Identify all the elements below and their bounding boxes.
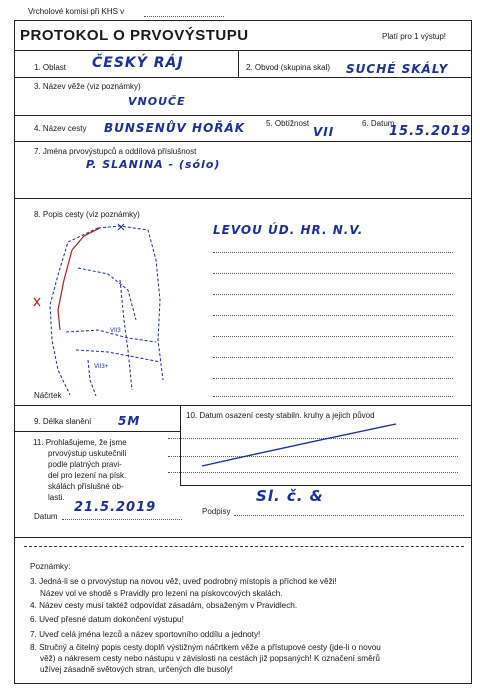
tower-sketch-drawing [28, 220, 198, 405]
field-5-label: 5. Obtížnost [266, 119, 310, 128]
note-6: 6. Uveď přesné datum dokončení výstupu! [30, 615, 184, 624]
form-title: PROTOKOL O PRVOVÝSTUPU [20, 27, 249, 44]
date-value: 21.5.2019 [74, 500, 157, 515]
club-dotline [144, 16, 224, 17]
field-6-label: 6. Datum [362, 119, 395, 128]
rule [14, 405, 472, 406]
sketch-label: Náčrtek [34, 391, 62, 400]
field-2-value: SUCHÉ SKÁLY [346, 62, 449, 76]
note-3b: Název vol ve shodě s Pravidly pro lezení na pískovcových skalách. [40, 589, 283, 598]
note-8c: užívej zásadně světových stran, určených dle busoly! [40, 665, 233, 674]
field-7-value: P. SLANINA - (sólo) [86, 158, 221, 171]
desc-line [213, 378, 453, 379]
field-4-value: BUNSENŮV HOŘÁK [104, 121, 246, 135]
desc-line [213, 396, 453, 397]
desc-line [213, 294, 453, 295]
field-1-label: 1. Oblast [34, 63, 67, 72]
declaration-line-2: prvovýstup uskutečnili [48, 449, 127, 458]
note-7: 7. Uveď celá jména lezců a název sportovního oddílu a jednoty! [30, 630, 261, 639]
rule [180, 405, 181, 485]
sketch-grade-1: VII3 [110, 328, 121, 334]
note-3: 3. Jedná-li se o prvovýstup na novou věž, uveď podrobný místopis a příchod ke věži! [30, 577, 337, 586]
field-3-label: 3. Název věže (viz poznámky) [34, 82, 141, 91]
field-10-label: 10. Datum osazení cesty stabiln. kruhy a jejich původ [186, 411, 375, 420]
club-label: Vrcholové komisi při KHS v [28, 7, 125, 16]
cut-line [24, 546, 464, 547]
rule [14, 50, 472, 51]
desc-line [213, 357, 453, 358]
rule [14, 141, 472, 142]
declaration-line-5: skálách příslušné ob- [48, 482, 124, 491]
field-4-label: 4. Název cesty [34, 124, 87, 133]
declaration-line-4: del pro lezení na písk. [48, 471, 127, 480]
field-9-label: 9. Délka slanění [34, 417, 92, 426]
desc-line [213, 273, 453, 274]
rule [14, 77, 472, 78]
signature-label: Podpisy [202, 507, 231, 516]
field-9-value: 5M [118, 414, 141, 428]
signature-line [234, 515, 464, 516]
note-8b: věž) a nákresem cesty nebo nástupu v závislosti na cestách již popsaných! K označení směrů [40, 654, 380, 663]
strike-through-line [200, 420, 400, 470]
sketch-grade-2: VII3+ [94, 364, 109, 370]
declaration-line-6: lasti. [48, 493, 65, 502]
route-sketch [28, 220, 198, 405]
rule [14, 431, 180, 432]
rule [14, 115, 472, 116]
desc-line [213, 336, 453, 337]
date-line [62, 519, 182, 520]
field-10-line [168, 472, 458, 473]
declaration-line-3: podle platných pravi- [48, 460, 122, 469]
field-8-label: 8. Popis cesty (viz poznámky) [34, 210, 140, 219]
field-7-label: 7. Jména prvovýstupců a oddílová příslušnost [34, 147, 197, 156]
field-5-value: VII [313, 125, 335, 139]
field-8-value: LEVOU ÚD. HR. N.V. [213, 223, 364, 237]
rule [14, 537, 472, 538]
signature: Sl. č. & [256, 487, 324, 505]
note-8a: 8. Stručný a čitelný popis cesty doplň výstižným náčrtkem věže a přístupové cesty (jde-li o novou [30, 643, 381, 652]
rule [180, 485, 472, 486]
date-label: Datum [34, 512, 58, 521]
desc-line [213, 315, 453, 316]
rule [238, 50, 239, 77]
note-4: 4. Název cesty musí taktéž odpovídat zásadám, obsaženým v Pravidlech. [30, 601, 298, 610]
field-3-value: VNOUČE [128, 95, 186, 108]
desc-line [213, 252, 453, 253]
field-1-value: ČESKÝ RÁJ [92, 55, 184, 71]
notes-heading: Poznámky: [30, 562, 71, 571]
field-6-value: 15.5.2019 [389, 124, 472, 139]
field-2-label: 2. Obvod (skupina skal) [246, 63, 331, 72]
validity-note: Platí pro 1 výstup! [382, 32, 447, 41]
declaration-line-1: 11. Prohlašujeme, že jsme [33, 438, 127, 447]
rule [14, 198, 472, 199]
